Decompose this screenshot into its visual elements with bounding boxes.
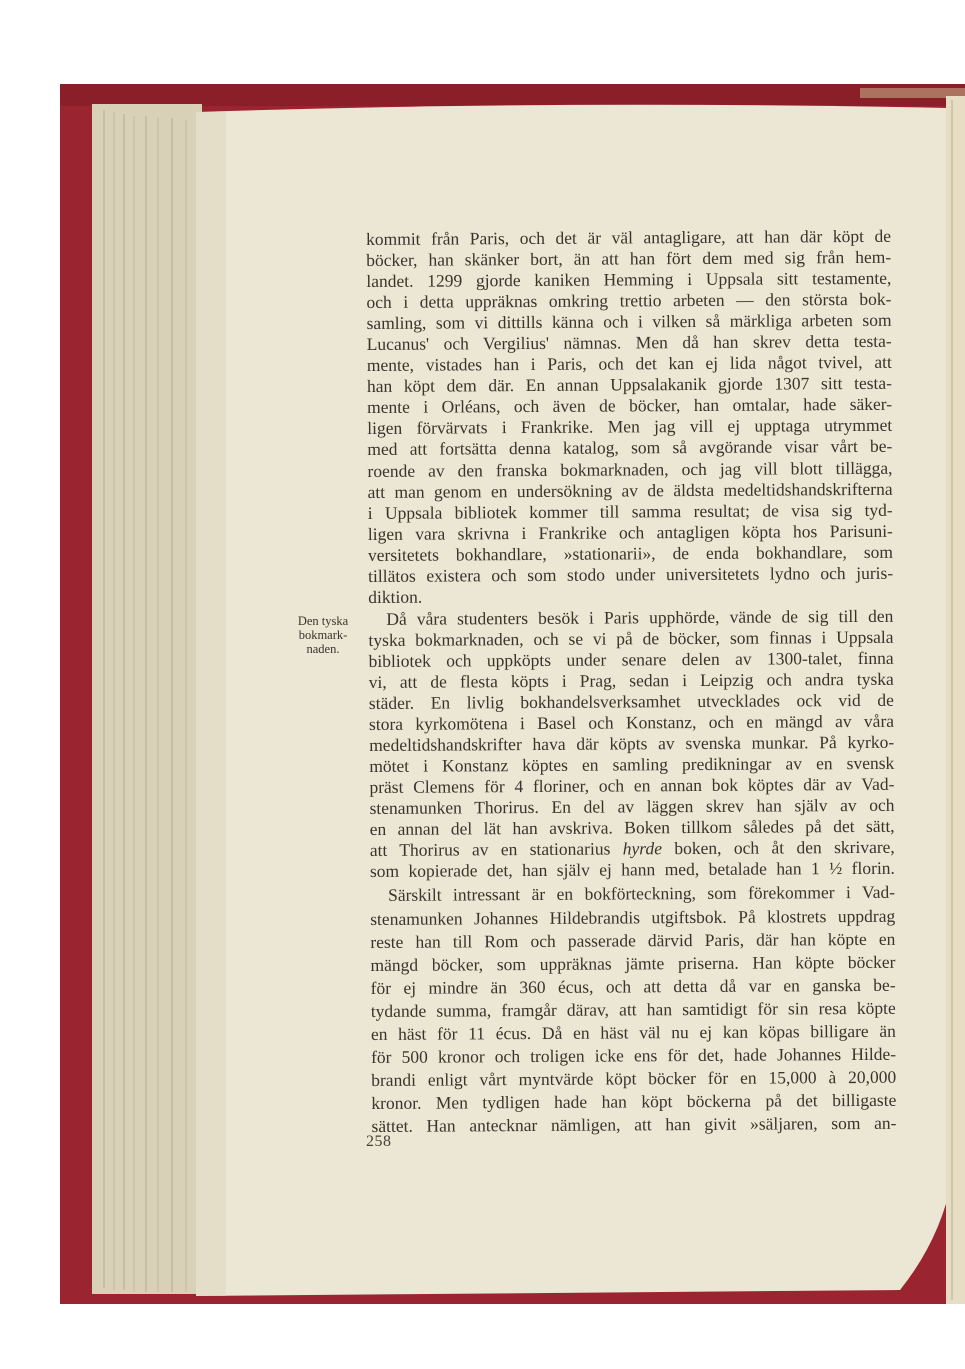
text-line: ligen vara skrivna i Frankrike och antagligen köpta hos Parisuni- [367, 520, 893, 544]
text-line: ligen förvärvats i Frankrike. Men jag vill ej upptaga utrymmet [367, 415, 893, 439]
text-line: städer. En livlig bokhandelsverksamhet utvecklades ock vid de [368, 689, 894, 714]
text-line: han köpt dem där. En annan Uppsalakanik gjorde 1307 sitt testa- [366, 373, 893, 397]
text-line: tydande summa, framgår därav, att han samtidigt för sin resa köpte [370, 997, 896, 1021]
text-line: kommit från Paris, och det är väl antagligare, att han där köpt de [366, 225, 892, 249]
page-number: 258 [366, 1133, 392, 1150]
text-line: versitetets bokhandlare, »stationarii», de enda bokhandlare, som [367, 541, 894, 565]
page-stack-left [92, 104, 202, 1294]
text-line: Särskilt intressant är en bokförteckning, som förekommer i Vad- [388, 882, 896, 906]
marginal-note [293, 614, 353, 656]
text-line: roende av den franska bokmarknaden, och jag vill blott tillägga, [367, 457, 893, 481]
text-line: mängd böcker, som uppräknas jämte priserna. Han köpte böcker [370, 951, 896, 975]
text-line: mente, vistades han i Paris, och det kan ej lida något tvivel, att [366, 352, 892, 376]
text-line: i Uppsala bibliotek kommer till samma resultat; de visa sig tyd- [367, 499, 893, 523]
text-line: brandi enligt vårt myntvärde köpt böcker för en 15,000 à 20,000 [371, 1066, 897, 1090]
text-line: sättet. Han antecknar nämligen, att han givit »säljaren, som an- [371, 1112, 897, 1136]
cover-texture-band [60, 84, 965, 106]
text-line: Lucanus' och Vergilius' nämnas. Men då han skrev detta testa- [366, 331, 892, 355]
text-line: för 500 kronor och troligen icke ens för det, hade Johannes Hilde- [370, 1043, 897, 1067]
text-line: präst Clemens för 4 floriner, och en annan bok köptes där av Vad- [369, 774, 895, 798]
marginal-note-line: naden. [306, 642, 340, 656]
text-line: tyska bokmarknaden, och se vi på de böcker, som finnas i Uppsala [368, 626, 894, 650]
text-line: bibliotek och uppköpts under senare delen av 1300-talet, finna [368, 647, 894, 671]
text-line: att man genom en undersökning av de äldsta medeltidshandskrifterna [367, 478, 893, 502]
text-line: att Thorirus av en stationarius hyrde boken, och åt den skrivare, [369, 837, 895, 861]
text-line: stenamunken Johannes Hildebrandis utgiftsbok. På klostrets uppdrag [370, 905, 896, 929]
text-line: som kopierade det, han själv ej hann med, betalade han 1 ½ florin. [369, 858, 895, 882]
text-line: landet. 1299 gjorde kaniken Hemming i Uppsala sitt testamente, [366, 267, 892, 292]
text-line: samling, som vi dittills känna och i vilken så märkliga arbeten som [366, 309, 892, 334]
text-line: med att fortsätta denna katalog, som så avgörande visar vårt be- [367, 436, 893, 460]
text-line: kronor. Men tydligen hade han köpt böckerna på det billigaste [371, 1089, 897, 1113]
marginal-note-line: Den tyska [297, 614, 349, 628]
right-page-edge [946, 96, 965, 1304]
text-line: stenamunken Thorirus. En del av läggen skrev han själv av och [369, 795, 895, 819]
page-inner-shadow [196, 112, 226, 1296]
text-line: för ej mindre än 360 écus, och att detta då var en ganska be- [370, 974, 896, 998]
text-line: en häst för 11 écus. Då en häst väl nu ej kan köpas billigare än [370, 1020, 896, 1044]
body-text [366, 226, 897, 1137]
text-line: och i detta uppräknas omkring trettio arbeten — den största bok- [366, 288, 892, 313]
text-line: mötet i Konstanz köptes en samling predikningar av en svensk [369, 752, 895, 777]
text-line: mente i Orléans, och även de böcker, han omtalar, hade säker- [367, 394, 893, 418]
text-line: medeltidshandskrifter hava där köpts av svenska munkar. På kyrko- [369, 731, 895, 756]
text-line: vi, att de flesta köpts i Prag, sedan i Leipzig och andra tyska [368, 668, 894, 692]
text-line: diktion. [368, 586, 423, 607]
text-line: tillätos existera och som stodo under universitetets lydno och juris- [368, 562, 894, 586]
italic-word: hyrde [622, 838, 663, 859]
text-line: en annan del lät han avskriva. Boken tillkom således på det sätt, [369, 816, 895, 840]
text-line: böcker, han skänker bort, än att han fört dem med sig från hem- [366, 246, 892, 271]
text-line: stora kyrkomötena i Basel och Konstanz, och en mängd av våra [368, 710, 895, 735]
text-line: reste han till Rom och passerade därvid Paris, där han köpte en [370, 928, 896, 952]
text-line: Då våra studenters besök i Paris upphörde, vände de sig till den [386, 605, 894, 629]
marginal-note-line: bokmark- [298, 628, 348, 642]
